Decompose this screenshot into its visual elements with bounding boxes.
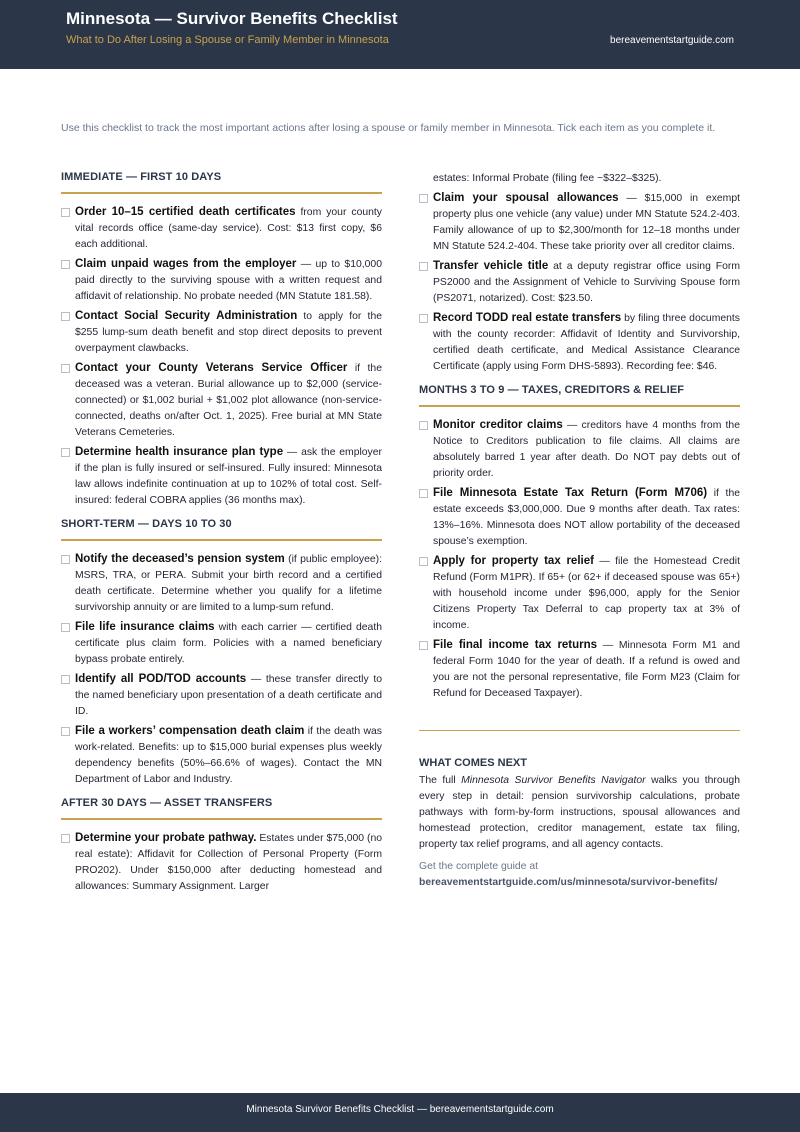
- checkbox[interactable]: [61, 834, 70, 843]
- item-title: Transfer vehicle title: [433, 260, 549, 272]
- checklist-item: [61, 551, 382, 616]
- item-title: File Minnesota Estate Tax Return (Form M706): [433, 487, 708, 499]
- checklist-item: [61, 308, 382, 357]
- left-column: [61, 171, 382, 898]
- checkbox[interactable]: [419, 262, 428, 271]
- guide-link[interactable]: bereavementstartguide.com/us/minnesota/survivor-benefits/: [419, 877, 718, 888]
- checkbox[interactable]: [419, 194, 428, 203]
- item-title: File a workers’ compensation death claim: [75, 725, 305, 737]
- item-description: with each carrier — certified death certificate plus claim form. Policies with a named beneficiary bypass probate entirely.: [75, 622, 382, 665]
- page-title: Minnesota — Survivor Benefits Checklist: [66, 9, 398, 28]
- checkbox[interactable]: [419, 557, 428, 566]
- section-heading-immediate: IMMEDIATE — FIRST 10 DAYS: [61, 171, 382, 194]
- checkbox[interactable]: [61, 727, 70, 736]
- next-body: [419, 773, 740, 853]
- item-description: — $15,000 in exempt property plus one vehicle (any value) under MN Statute 524.2-403. Family allowance of up to $2,300/month for 12–18 months under MN Statute 524.2-404. These take priority over all creditor claims.: [433, 193, 740, 252]
- checklist-item: [419, 485, 740, 550]
- item-description: — creditors have 4 months from the Notice to Creditors publication to file claims. All claims are absolutely barred 1 year after death. Do NOT pay debts out of priority order.: [433, 420, 740, 479]
- checkbox[interactable]: [419, 489, 428, 498]
- item-description: if the estate exceeds $3,000,000. Due 9 months after death. Tax rates: 13%–16%. Minnesota does NOT allow portability of the deceased spouse’s exemption.: [433, 488, 740, 547]
- item-description: (if public employee): MSRS, TRA, or PERA. Submit your birth record and a certified death certificate. Determine whether you qualify for a lifetime survivorship annuity or are limited to a lump-sum refund.: [75, 554, 383, 613]
- item-description: — up to $10,000 paid directly to the surviving spouse with a written request and affidavit of relationship. No probate needed (MN Statute 181.58).: [75, 259, 382, 302]
- next-body-post: walks you through every step in detail: pension survivorship calculations, probate pathways with form-by-form instructions, spousal allowances and homestead protection, creditor management, estate tax filing, property tax relief programs, and all agency contacts.: [419, 775, 740, 850]
- section-heading-months-3-9: MONTHS 3 TO 9 — TAXES, CREDITORS & RELIEF: [419, 384, 740, 407]
- header-site-link[interactable]: bereavementstartguide.com: [610, 35, 734, 46]
- checklist-item: [61, 256, 382, 305]
- next-cta: Get the complete guide at: [419, 861, 538, 872]
- item-description: by filing three documents with the county recorder: Affidavit of Identity and Survivorship, certified death certificate, and Medical Assistance Clearance Certificate (apply using Form DHS-5893). Recording fee: $46.: [433, 313, 740, 372]
- item-description: — ask the employer if the plan is fully insured or self-insured. Fully insured: Minnesota law allows indefinite continuation at up to 102% of total cost. Self-insured: federal COBRA applies (36 months max).: [75, 447, 382, 506]
- checkbox[interactable]: [419, 314, 428, 323]
- checkbox[interactable]: [419, 421, 428, 430]
- section-heading-short-term: SHORT-TERM — DAYS 10 TO 30: [61, 518, 382, 541]
- item-title: Determine health insurance plan type: [75, 446, 284, 458]
- page-header: [0, 0, 800, 69]
- checklist-item: [61, 619, 382, 668]
- item-title: Contact your County Veterans Service Officer: [75, 362, 348, 374]
- checkbox[interactable]: [61, 364, 70, 373]
- checklist-item: [61, 444, 382, 509]
- checklist-item: [61, 830, 382, 895]
- item-description: — Minnesota Form M1 and federal Form 1040 for the year of death. If a refund is owed and you are not the personal representative, file Form M23 (Claim for Refund for Deceased Taxpayer).: [433, 640, 740, 699]
- footer-text: Minnesota Survivor Benefits Checklist — bereavementstartguide.com: [246, 1104, 554, 1115]
- checklist-item: [419, 553, 740, 634]
- item-title: Determine your probate pathway.: [75, 832, 257, 844]
- item-description: — file the Homestead Credit Refund (Form M1PR). If 65+ (or 62+ if deceased spouse was 65+) with household income under $96,000, apply for the Senior Citizens Property Tax Deferral to cap property tax at 3% of income.: [433, 556, 740, 631]
- checklist-item: [419, 417, 740, 482]
- item-title: Claim your spousal allowances: [433, 192, 619, 204]
- section-divider: [419, 730, 740, 731]
- checklist-item: [61, 360, 382, 441]
- checkbox[interactable]: [61, 623, 70, 632]
- checkbox[interactable]: [61, 675, 70, 684]
- intro-text: Use this checklist to track the most important actions after losing a spouse or family member in Minnesota. Tick each item as you complete it.: [61, 122, 716, 134]
- item-description: to apply for the $255 lump-sum death benefit and stop direct deposits to prevent overpayment clawbacks.: [75, 311, 383, 354]
- right-column: [419, 171, 740, 891]
- item-title: Notify the deceased’s pension system: [75, 553, 285, 565]
- checklist-item: [61, 204, 382, 253]
- guide-title: Minnesota Survivor Benefits Navigator: [461, 775, 646, 786]
- page-subtitle: What to Do After Losing a Spouse or Family Member in Minnesota: [66, 34, 389, 46]
- checkbox[interactable]: [61, 448, 70, 457]
- item-title: Record TODD real estate transfers: [433, 312, 622, 324]
- item-title: Monitor creditor claims: [433, 419, 563, 431]
- item-continuation: estates: Informal Probate (filing fee ~$322–$325).: [433, 173, 662, 184]
- item-title: Claim unpaid wages from the employer: [75, 258, 297, 270]
- checklist-item: [419, 310, 740, 375]
- checkbox[interactable]: [419, 641, 428, 650]
- checkbox[interactable]: [61, 260, 70, 269]
- section-heading-after-30: AFTER 30 DAYS — ASSET TRANSFERS: [61, 797, 382, 820]
- item-title: File final income tax returns: [433, 639, 598, 651]
- item-title: File life insurance claims: [75, 621, 215, 633]
- page-footer: [0, 1093, 800, 1132]
- checklist-item: [419, 190, 740, 255]
- checkbox[interactable]: [61, 208, 70, 217]
- item-description: at a deputy registrar office using Form PS2000 and the Assignment of Vehicle to Surviving Spouse form (PS2071, notarized). Cost: $23.50.: [433, 261, 741, 304]
- item-description: if the deceased was a veteran. Burial allowance up to $2,000 (service-connected) or $1,002 burial + $1,002 plot allowance (non-service-connected, deaths on/after Oct. 1, 2025). Free burial at MN State Veterans Cemeteries.: [75, 363, 382, 438]
- next-heading: WHAT COMES NEXT: [419, 757, 527, 769]
- checklist-item: [419, 637, 740, 702]
- next-body-pre: The full: [419, 775, 462, 786]
- checklist-item: [419, 258, 740, 307]
- item-title: Apply for property tax relief: [433, 555, 594, 567]
- item-title: Order 10–15 certified death certificates: [75, 206, 296, 218]
- item-description: if the death was work-related. Benefits: up to $15,000 burial expenses plus weekly dependency benefits (50%–66.6% of wages). Contact the MN Department of Labor and Industry.: [75, 726, 382, 785]
- item-description: from your county vital records office (same-day service). Cost: $13 first copy, $6 each additional.: [75, 207, 382, 250]
- item-title: Identify all POD/TOD accounts: [75, 673, 247, 685]
- item-title: Contact Social Security Administration: [75, 310, 298, 322]
- item-description: — these transfer directly to the named beneficiary upon presentation of a death certificate and ID.: [75, 674, 382, 717]
- checkbox[interactable]: [61, 312, 70, 321]
- checklist-item: [61, 723, 382, 788]
- checklist-item: [61, 671, 382, 720]
- checkbox[interactable]: [61, 555, 70, 564]
- item-description: Estates under $75,000 (no real estate): Affidavit for Collection of Personal Property (Form PRO202). Under $150,000 after deducting homestead and allowances: Summary Assignment. Larger: [75, 833, 382, 892]
